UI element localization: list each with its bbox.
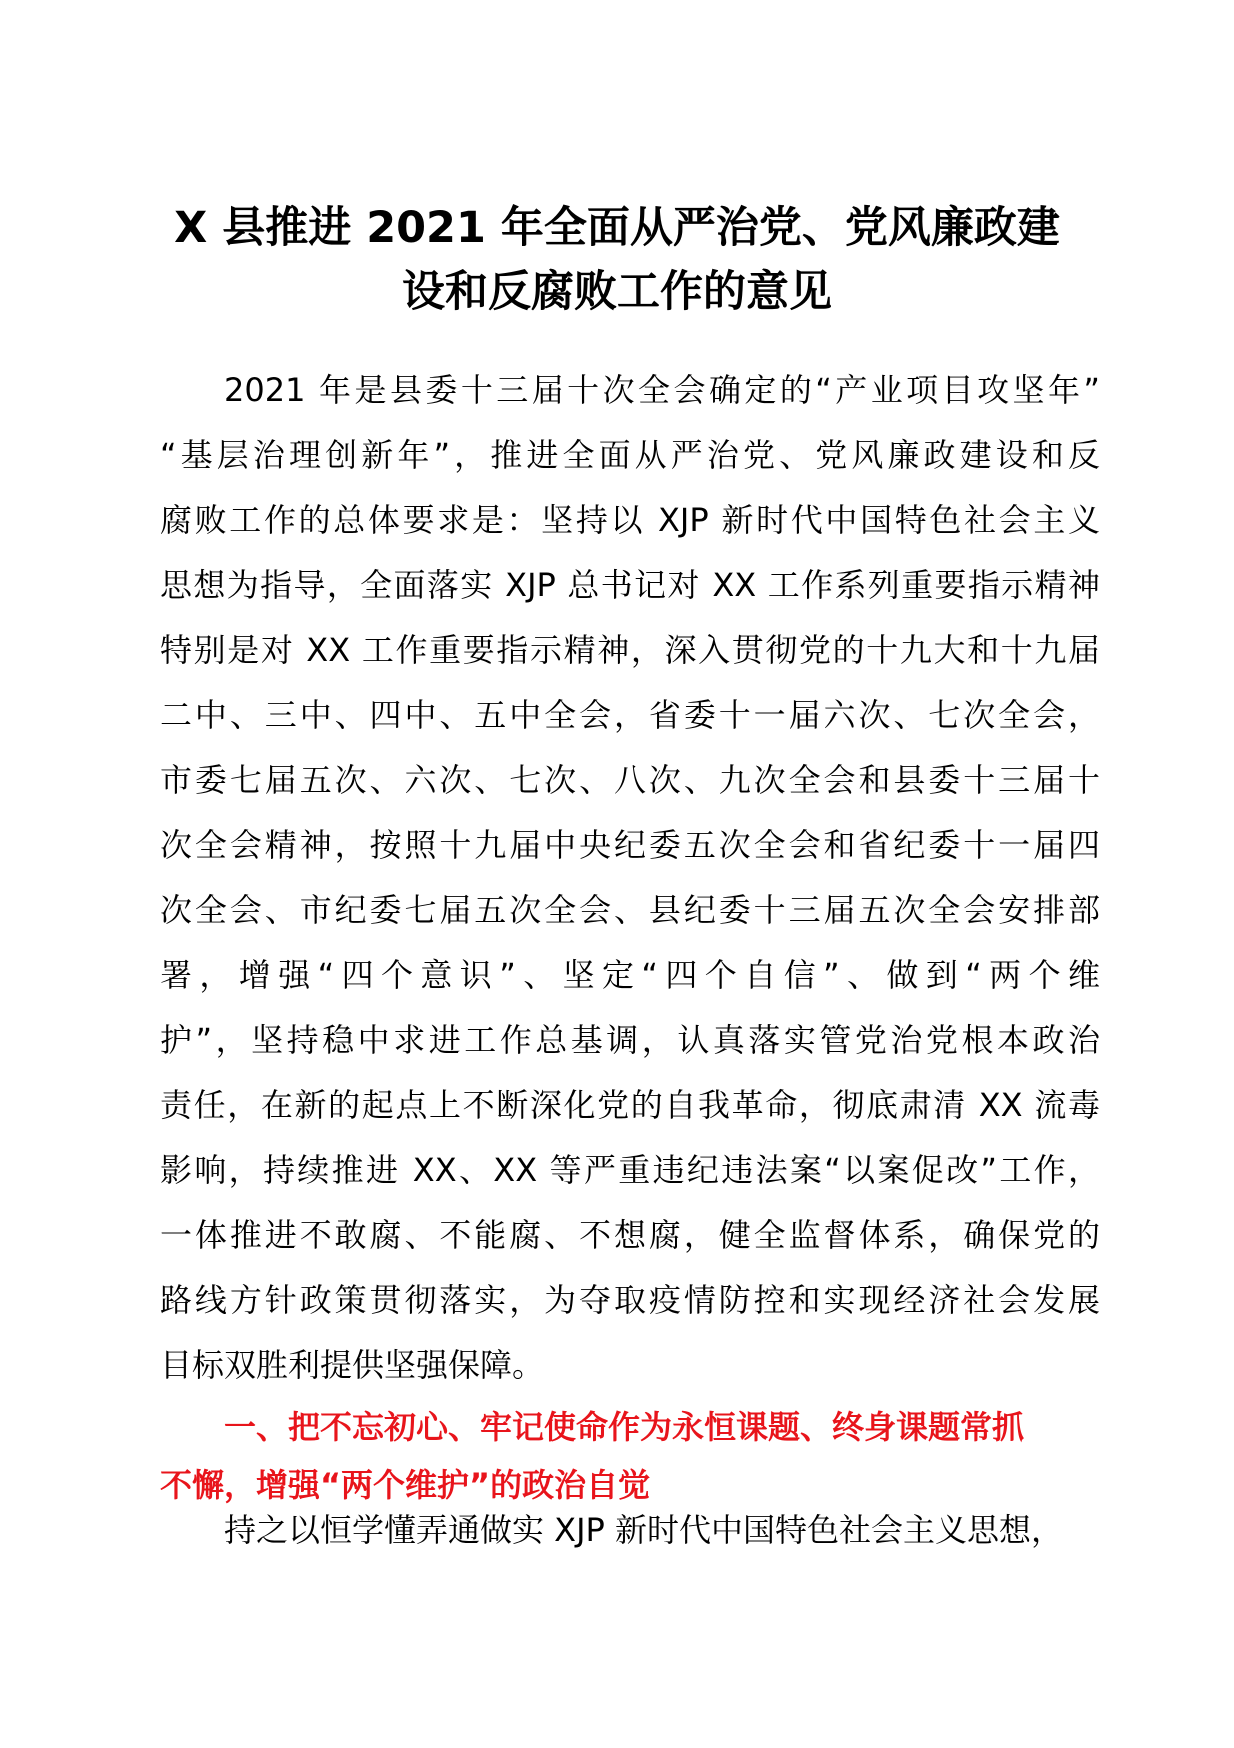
paragraph-line: 次全会精神，按照十九届中央纪委五次全会和省纪委十一届四 — [160, 826, 1100, 864]
intro-paragraph — [160, 358, 1100, 1398]
paragraph-line: 思想为指导，全面落实 XJP 总书记对 XX 工作系列重要指示精神 — [160, 566, 1100, 604]
paragraph-line: 护”，坚持稳中求进工作总基调，认真落实管党治党根本政治 — [160, 1021, 1100, 1059]
paragraph-line: 持之以恒学懂弄通做实 XJP 新时代中国特色社会主义思想， — [224, 1511, 1064, 1549]
section-body-paragraph — [160, 1498, 1100, 1563]
paragraph-line: 影响，持续推进 XX、XX 等严重违纪违法案“以案促改”工作， — [160, 1151, 1100, 1189]
heading-line: 不懈，增强“两个维护”的政治自觉 — [160, 1466, 651, 1504]
section-heading — [160, 1398, 1100, 1514]
heading-line: 一、把不忘初心、牢记使命作为永恒课题、终身课题常抓 — [224, 1408, 1025, 1446]
paragraph-line: 次全会、市纪委七届五次全会、县纪委十三届五次全会安排部 — [160, 891, 1100, 929]
paragraph-line: 二中、三中、四中、五中全会，省委十一届六次、七次全会， — [160, 696, 1100, 734]
paragraph-line: 责任，在新的起点上不断深化党的自我革命，彻底肃清 XX 流毒 — [160, 1086, 1100, 1124]
document-title — [130, 196, 1104, 324]
paragraph-line: 一体推进不敢腐、不能腐、不想腐，健全监督体系，确保党的 — [160, 1216, 1100, 1254]
paragraph-line: 目标双胜利提供坚强保障。 — [160, 1346, 545, 1384]
paragraph-line: 路线方针政策贯彻落实，为夺取疫情防控和实现经济社会发展 — [160, 1281, 1100, 1319]
title-line: X 县推进 2021 年全面从严治党、党风廉政建 — [174, 203, 1060, 253]
paragraph-line: 市委七届五次、六次、七次、八次、九次全会和县委十三届十 — [160, 761, 1100, 799]
paragraph-line: 2021 年是县委十三届十次全会确定的“产业项目攻坚年” — [224, 371, 1100, 409]
paragraph-line: 特别是对 XX 工作重要指示精神，深入贯彻党的十九大和十九届 — [160, 631, 1100, 669]
paragraph-line: 署，增强“四个意识”、坚定“四个自信”、做到“两个维 — [160, 956, 1100, 994]
title-line: 设和反腐败工作的意见 — [402, 267, 832, 317]
paragraph-line: “基层治理创新年”，推进全面从严治党、党风廉政建设和反 — [160, 436, 1100, 474]
paragraph-line: 腐败工作的总体要求是：坚持以 XJP 新时代中国特色社会主义 — [160, 501, 1100, 539]
